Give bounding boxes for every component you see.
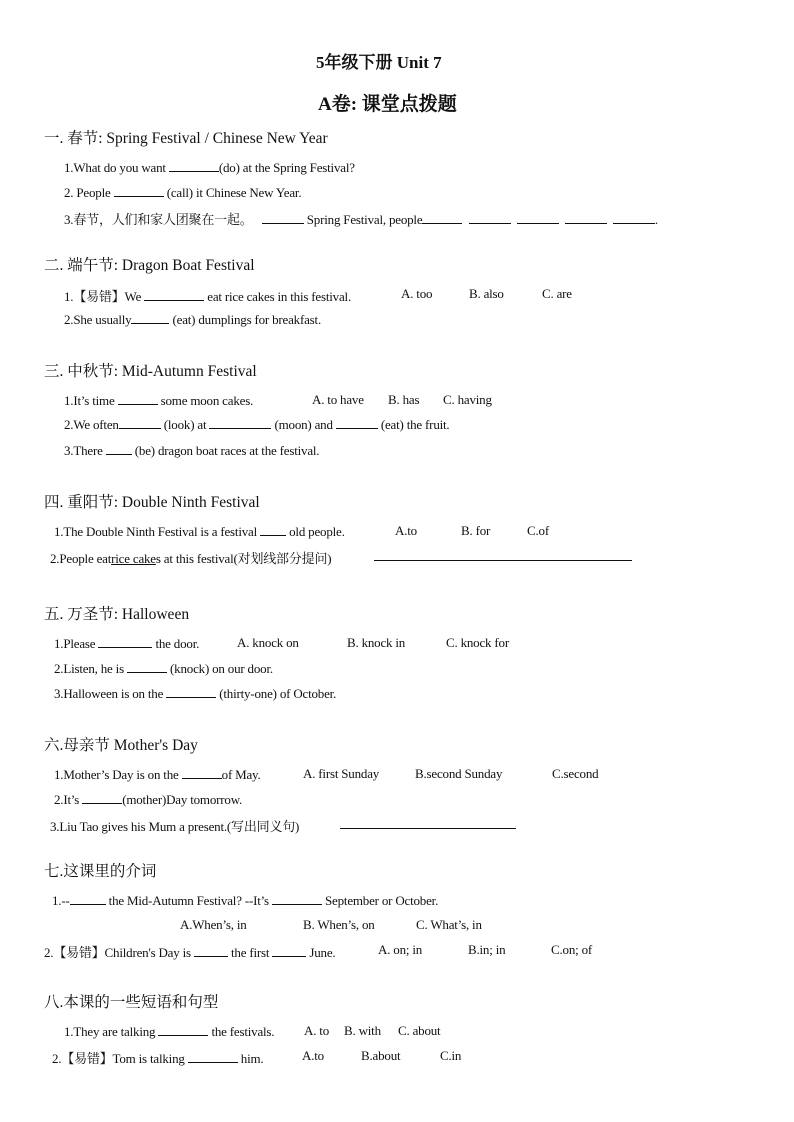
answer-blank[interactable] — [166, 685, 216, 698]
answer-blank[interactable] — [114, 184, 164, 197]
q-text: the door. — [152, 636, 200, 651]
q-text: 2.She usually — [64, 312, 132, 327]
answer-blank[interactable] — [209, 416, 271, 429]
s2-question-2 — [64, 311, 321, 328]
answer-blank[interactable] — [144, 288, 204, 301]
q-text: 1.It’s time — [64, 393, 118, 408]
q-text: (be) dragon boat races at the festival. — [131, 443, 320, 458]
section-6-heading: 六.母亲节 Mother's Day — [44, 737, 198, 754]
s2-question-1 — [64, 286, 351, 305]
q-text: eat rice cakes in this festival. — [204, 289, 352, 304]
answer-blank[interactable] — [98, 635, 152, 648]
s4-q1-option-c[interactable]: C.of — [527, 523, 549, 538]
answer-blank[interactable] — [158, 1023, 208, 1036]
answer-blank[interactable] — [194, 944, 228, 957]
s6-question-3 — [50, 816, 299, 835]
s3-q1-option-a[interactable]: A. to have — [312, 392, 364, 407]
q-text: him. — [237, 1051, 264, 1066]
s3-question-1 — [64, 392, 253, 409]
q-text: (do) at the Spring Festival? — [218, 160, 355, 175]
answer-blank[interactable] — [565, 211, 607, 224]
s6-q1-option-c[interactable]: C.second — [552, 766, 599, 781]
s3-question-3 — [64, 442, 319, 459]
q-text: of May. — [221, 767, 261, 782]
s2-q1-option-b[interactable]: B. also — [469, 286, 504, 301]
q-text: the first — [227, 945, 273, 960]
answer-line[interactable] — [374, 560, 632, 561]
q-text: (look) at — [160, 417, 210, 432]
s7-q1-option-b[interactable]: B. When’s, on — [303, 917, 375, 932]
q-text: (knock) on our door. — [167, 661, 273, 676]
s5-question-2 — [54, 660, 273, 677]
page-subtitle: A卷: 课堂点拨题 — [318, 94, 457, 115]
answer-blank[interactable] — [106, 442, 132, 455]
s3-question-2 — [64, 416, 450, 433]
s7-q1-option-a[interactable]: A.When’s, in — [180, 917, 247, 932]
answer-blank[interactable] — [272, 892, 322, 905]
s7-q1-option-c[interactable]: C. What’s, in — [416, 917, 482, 932]
q-text: 1.Please — [54, 636, 99, 651]
section-4-heading: 四. 重阳节: Double Ninth Festival — [44, 494, 260, 511]
section-1-heading: 一. 春节: Spring Festival / Chinese New Year — [44, 130, 328, 147]
section-3-heading: 三. 中秋节: Mid-Autumn Festival — [44, 363, 257, 380]
s6-q1-option-b[interactable]: B.second Sunday — [415, 766, 503, 781]
q-text: 3.There — [64, 443, 106, 458]
q-text: the festivals. — [208, 1024, 275, 1039]
q-text: 2.【易错】Children's Day is — [44, 945, 194, 960]
s7-question-1 — [52, 892, 438, 909]
s2-q1-option-a[interactable]: A. too — [401, 286, 433, 301]
s6-q1-option-a[interactable]: A. first Sunday — [303, 766, 380, 781]
s8-question-2 — [52, 1048, 263, 1067]
page-title: 5年级下册 Unit 7 — [316, 53, 442, 72]
q-text: 3.Liu Tao gives his Mum a present.(写出同义句) — [50, 819, 300, 834]
s4-q1-option-b[interactable]: B. for — [461, 523, 491, 538]
underlined-text: rice cake — [111, 551, 156, 566]
answer-blank[interactable] — [82, 791, 122, 804]
s4-question-2 — [50, 548, 331, 567]
answer-blank[interactable] — [469, 211, 511, 224]
s8-q2-option-c[interactable]: C.in — [440, 1048, 462, 1063]
s3-q1-option-c[interactable]: C. having — [443, 392, 492, 407]
s8-q2-option-b[interactable]: B.about — [361, 1048, 401, 1063]
answer-blank[interactable] — [260, 523, 286, 536]
q-text: 2. People — [64, 185, 114, 200]
q-text: (thirty-one) of October. — [216, 686, 337, 701]
q-text: 2.【易错】Tom is talking — [52, 1051, 188, 1066]
q-text: 2.Listen, he is — [54, 661, 127, 676]
s8-q1-option-b[interactable]: B. with — [344, 1023, 381, 1038]
answer-line[interactable] — [340, 828, 516, 829]
s4-question-1 — [54, 523, 345, 540]
section-8-heading: 八.本课的一些短语和句型 — [44, 994, 219, 1011]
s8-q2-option-a[interactable]: A.to — [302, 1048, 324, 1063]
s1-question-2 — [64, 184, 301, 201]
answer-blank[interactable] — [272, 944, 306, 957]
answer-blank[interactable] — [336, 416, 378, 429]
q-text: old people. — [286, 524, 345, 539]
q-text: Spring Festival, people — [303, 212, 423, 227]
s8-question-1 — [64, 1023, 274, 1040]
q-text: 1.What do you want — [64, 160, 169, 175]
answer-blank[interactable] — [517, 211, 559, 224]
section-7-heading: 七.这课里的介词 — [44, 863, 157, 880]
answer-blank[interactable] — [119, 416, 161, 429]
answer-blank[interactable] — [118, 392, 158, 405]
q-text: (eat) dumplings for breakfast. — [169, 312, 322, 327]
q-text: 1.The Double Ninth Festival is a festival — [54, 524, 261, 539]
q-text: (eat) the fruit. — [377, 417, 450, 432]
s5-question-3 — [54, 685, 336, 702]
section-5-heading: 五. 万圣节: Halloween — [44, 606, 190, 623]
answer-blank[interactable] — [169, 159, 219, 172]
q-text: s at this festival(对划线部分提问) — [155, 551, 332, 566]
s7-q2-option-a[interactable]: A. on; in — [378, 942, 423, 957]
q-text: 1.Mother’s Day is on the — [54, 767, 182, 782]
q-text: some moon cakes. — [157, 393, 254, 408]
s5-q1-option-c[interactable]: C. knock for — [446, 635, 509, 650]
answer-blank[interactable] — [422, 211, 462, 224]
s5-q1-option-a[interactable]: A. knock on — [237, 635, 299, 650]
s4-q1-option-a[interactable]: A.to — [395, 523, 417, 538]
q-text: 3.Halloween is on the — [54, 686, 167, 701]
q-text: 1.-- — [52, 893, 70, 908]
s2-q1-option-c[interactable]: C. are — [542, 286, 572, 301]
q-text: 2.People eat — [50, 551, 112, 566]
answer-blank[interactable] — [182, 766, 222, 779]
q-text: 1.【易错】We — [64, 289, 145, 304]
q-text: . — [654, 212, 658, 227]
q-text: 2.It’s — [54, 792, 83, 807]
q-text: (moon) and — [271, 417, 336, 432]
answer-blank[interactable] — [131, 311, 169, 324]
s7-q2-option-b[interactable]: B.in; in — [468, 942, 506, 957]
q-text: 2.We often — [64, 417, 119, 432]
s6-question-2 — [54, 791, 242, 808]
s5-question-1 — [54, 635, 199, 652]
q-text: 3.春节，人们和家人团聚在一起。 — [64, 212, 253, 227]
answer-blank[interactable] — [70, 892, 106, 905]
section-2-heading: 二. 端午节: Dragon Boat Festival — [44, 257, 255, 274]
s7-q2-option-c[interactable]: C.on; of — [551, 942, 593, 957]
q-text: June. — [306, 945, 336, 960]
s8-q1-option-a[interactable]: A. to — [304, 1023, 330, 1038]
q-text: (mother)Day tomorrow. — [122, 792, 243, 807]
s1-question-3 — [64, 209, 658, 228]
q-text: (call) it Chinese New Year. — [163, 185, 302, 200]
answer-blank[interactable] — [613, 211, 655, 224]
q-text: 1.They are talking — [64, 1024, 159, 1039]
answer-blank[interactable] — [127, 660, 167, 673]
q-text: September or October. — [321, 893, 439, 908]
s7-question-2 — [44, 942, 335, 961]
s8-q1-option-c[interactable]: C. about — [398, 1023, 441, 1038]
s1-question-1 — [64, 159, 355, 176]
s5-q1-option-b[interactable]: B. knock in — [347, 635, 406, 650]
answer-blank[interactable] — [188, 1050, 238, 1063]
q-text: the Mid-Autumn Festival? --It’s — [105, 893, 272, 908]
s6-question-1 — [54, 766, 261, 783]
answer-blank[interactable] — [262, 211, 304, 224]
s3-q1-option-b[interactable]: B. has — [388, 392, 420, 407]
